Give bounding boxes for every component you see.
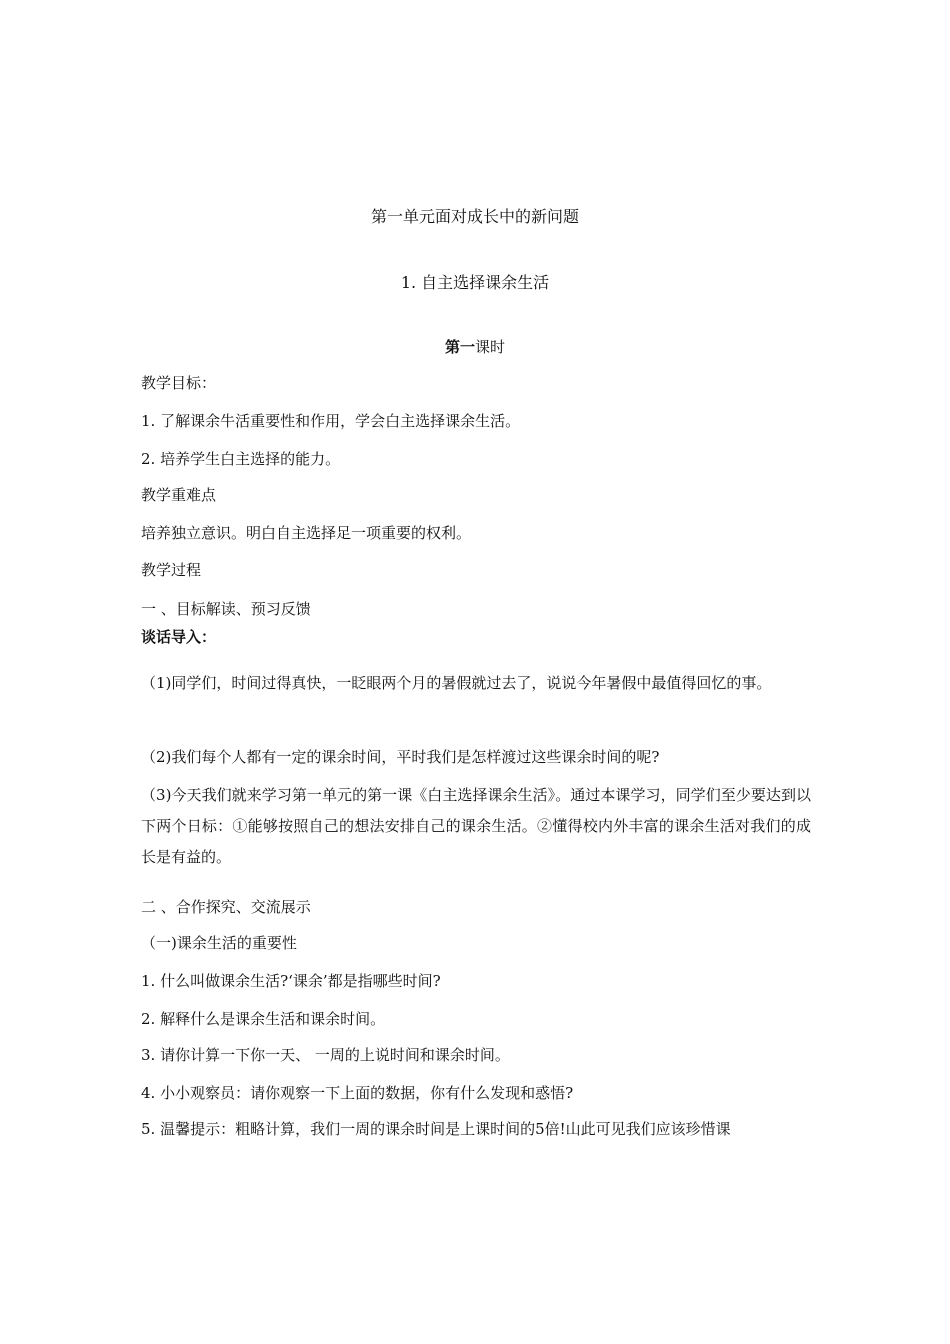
unit-title: 第一单元面对成长中的新问题	[370, 207, 579, 226]
intro-paragraph-1: （1)同学们，时间过得真快，一眨眼两个月的暑假就过去了，说说今年暑假中最值得回忆的事。	[141, 674, 772, 692]
intro-paragraph-2: （2)我们每个人都有一定的课余时间，平时我们是怎样渡过这些课余时间的呢?	[141, 748, 660, 766]
session-title-prefix: 第一	[444, 338, 475, 356]
session-title	[0, 337, 950, 357]
question-item-3: 3. 请你计算一下你一天、 一周的上说时间和课余时间。	[141, 1046, 510, 1064]
intro-heading: 谈话导入：	[141, 628, 217, 646]
subsection-heading-1: （一)课余生活的重要性	[141, 934, 297, 952]
section-heading-1: 一 、目标解读、预习反馈	[141, 600, 311, 618]
goal-item-2: 2. 培养学生白主选择的能力。	[141, 450, 341, 468]
question-item-1: 1. 什么叫做课余生活?‘课余’都是指哪些时间?	[141, 972, 441, 990]
question-item-4: 4. 小小观察员：请你观察一下上面的数据，你有什么发现和惑悟?	[141, 1084, 574, 1102]
goal-item-1: 1. 了解课余牛活重要性和作用，学会白主选择课余生活。	[141, 412, 521, 430]
section-heading-2: 二 、合作探究、交流展示	[141, 898, 311, 916]
goals-heading: 教学目标：	[141, 374, 217, 392]
question-item-5: 5. 温馨提示：粗略计算，我们一周的课余时间是上课时间的5倍!山此可见我们应该珍惜课	[141, 1120, 731, 1138]
key-points-text: 培养独立意识。明白自主选择足一项重要的权利。	[141, 524, 472, 542]
intro-paragraph-3: （3)今天我们就来学习第一单元的第一课《白主选择课余生活》。通过本课学习，同学们至少要达到以下两个日标：①能够按照自己的想法安排自己的课余生活。②懂得校内外丰富的课余生活对我们的成长是有益的。	[141, 786, 811, 866]
session-title-suffix: 课时	[475, 338, 506, 356]
lesson-title: 1. 自主选择课余生活	[400, 273, 550, 292]
question-item-2: 2. 解释什么是课余生活和课余时间。	[141, 1010, 386, 1028]
process-heading: 教学过程	[141, 561, 202, 579]
key-points-heading: 教学重难点	[141, 486, 217, 504]
